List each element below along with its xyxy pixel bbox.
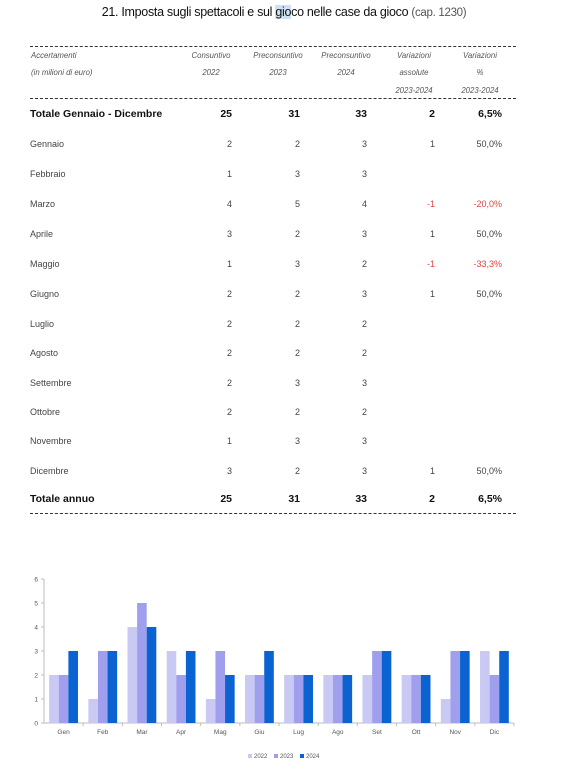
bar-2023 (294, 675, 304, 723)
x-tick-label: Gen (57, 729, 70, 736)
bar-2022 (245, 675, 255, 723)
row-label: Giugno (30, 289, 60, 299)
cell-pct: 50,0% (476, 229, 502, 239)
page-title (0, 5, 568, 19)
cell-2024: 3 (361, 139, 367, 149)
cell-2024: 3 (361, 466, 367, 476)
cell-2023: 2 (294, 139, 300, 149)
bar-2023 (98, 651, 108, 723)
row-label: Ottobre (30, 407, 61, 417)
cell-abs: 2 (429, 108, 435, 120)
cell-2022: 25 (220, 108, 232, 120)
y-tick-label: 3 (34, 648, 38, 656)
header-col-abs-l2: assolute (399, 68, 429, 77)
cell-2023: 2 (294, 319, 300, 329)
bar-2024 (225, 675, 235, 723)
cell-pct: 6,5% (478, 108, 502, 120)
title-rest: co nelle case da gioco (291, 5, 409, 19)
cell-2022: 2 (226, 378, 232, 388)
cell-abs: 1 (429, 466, 435, 476)
bar-2022 (363, 675, 373, 723)
row-label: Marzo (30, 199, 56, 209)
table-row (30, 199, 516, 215)
cell-pct: 50,0% (476, 466, 502, 476)
cell-2023: 3 (294, 436, 300, 446)
x-tick-label: Set (372, 729, 382, 736)
bar-2023 (255, 675, 265, 723)
monthly-bar-chart (30, 570, 530, 770)
legend-swatch-2022 (248, 754, 252, 758)
row-label: Totale annuo (30, 493, 95, 505)
x-tick-label: Mag (213, 729, 227, 736)
y-tick-label: 2 (34, 672, 38, 680)
header-col-2023-l1: Preconsuntivo (253, 51, 303, 60)
cell-abs: 1 (429, 229, 435, 239)
cell-2022: 2 (226, 348, 232, 358)
row-label: Gennaio (30, 139, 65, 149)
row-label: Febbraio (30, 169, 66, 179)
x-tick-label: Giu (254, 729, 265, 736)
legend-label: 2022 (254, 754, 268, 760)
bar-2024 (186, 651, 196, 723)
cell-2023: 2 (294, 407, 300, 417)
cell-2024: 2 (361, 407, 367, 417)
table-row (30, 348, 516, 364)
cell-abs: -1 (426, 199, 435, 209)
title-highlight: gio (275, 5, 292, 19)
x-tick-label: Mar (136, 729, 148, 736)
bar-2024 (108, 651, 118, 723)
table-row (30, 319, 516, 335)
bar-2023 (176, 675, 186, 723)
bar-2023 (490, 675, 500, 723)
bar-2024 (343, 675, 353, 723)
cell-2024: 2 (361, 319, 367, 329)
x-tick-label: Lug (293, 729, 305, 736)
cell-2024: 33 (355, 108, 367, 120)
row-label: Novembre (30, 436, 72, 446)
table-row (30, 169, 516, 185)
cell-2024: 2 (361, 348, 367, 358)
table-row (30, 493, 516, 509)
table-row (30, 378, 516, 394)
bar-2023 (59, 675, 69, 723)
cell-2022: 3 (226, 466, 232, 476)
header-col-2024-l1: Preconsuntivo (321, 51, 371, 60)
cell-2024: 33 (355, 493, 367, 505)
row-label: Agosto (30, 348, 59, 358)
header-col-abs-l1: Variazioni (397, 51, 431, 60)
cell-2024: 2 (361, 259, 367, 269)
x-tick-label: Nov (449, 729, 462, 736)
cell-2024: 3 (361, 436, 367, 446)
header-col-pct-l3: 2023-2024 (461, 86, 499, 95)
table-row (30, 466, 516, 482)
cell-2023: 2 (294, 466, 300, 476)
cell-pct: 50,0% (476, 139, 502, 149)
cell-2023: 2 (294, 348, 300, 358)
title-cap: (cap. 1230) (411, 7, 467, 19)
header-col-2022-l1: Consuntivo (191, 51, 231, 60)
x-tick-label: Feb (97, 729, 109, 736)
cell-2024: 4 (361, 199, 367, 209)
bar-2022 (206, 699, 216, 723)
cell-2024: 3 (361, 169, 367, 179)
y-tick-label: 4 (34, 624, 38, 632)
cell-2022: 2 (226, 139, 232, 149)
cell-2023: 3 (294, 169, 300, 179)
cell-abs: -1 (426, 259, 435, 269)
cell-2023: 31 (288, 493, 300, 505)
header-col-2023-l2: 2023 (269, 68, 287, 77)
cell-2022: 4 (226, 199, 232, 209)
cell-2022: 1 (226, 259, 232, 269)
cell-abs: 1 (429, 139, 435, 149)
bar-2023 (333, 675, 343, 723)
header-col-2024-l2: 2024 (337, 68, 355, 77)
bar-2022 (49, 675, 59, 723)
y-tick-label: 1 (34, 696, 38, 704)
x-tick-label: Dic (489, 729, 500, 736)
x-tick-label: Apr (176, 729, 187, 736)
table-row (30, 139, 516, 155)
header-col-2022-l2: 2022 (202, 68, 220, 77)
bar-2022 (128, 627, 138, 723)
cell-pct: 6,5% (478, 493, 502, 505)
table-top-rule (30, 46, 516, 47)
bar-2024 (147, 627, 157, 723)
cell-abs: 1 (429, 289, 435, 299)
header-col-pct-l1: Variazioni (463, 51, 497, 60)
table-row (30, 259, 516, 275)
cell-2022: 2 (226, 289, 232, 299)
cell-pct: -33,3% (473, 259, 502, 269)
cell-pct: 50,0% (476, 289, 502, 299)
header-sublabel: (in milioni di euro) (31, 68, 93, 77)
row-label: Settembre (30, 378, 72, 388)
cell-2023: 3 (294, 259, 300, 269)
cell-abs: 2 (429, 493, 435, 505)
cell-2024: 3 (361, 229, 367, 239)
bar-2023 (137, 603, 147, 723)
y-tick-label: 0 (34, 720, 38, 728)
y-tick-label: 5 (34, 600, 38, 608)
bar-2022 (323, 675, 333, 723)
bar-2022 (402, 675, 412, 723)
y-tick-label: 6 (34, 576, 38, 584)
table-row (30, 436, 516, 452)
bar-2024 (264, 651, 274, 723)
cell-2022: 2 (226, 407, 232, 417)
bar-2024 (460, 651, 470, 723)
table-header-rule (30, 98, 516, 99)
bar-2023 (411, 675, 421, 723)
cell-2023: 5 (294, 199, 300, 209)
bar-2022 (88, 699, 98, 723)
cell-2023: 3 (294, 378, 300, 388)
title-prefix: 21. Imposta sugli spettacoli e sul (101, 5, 276, 19)
cell-2022: 3 (226, 229, 232, 239)
header-label: Accertamenti (31, 51, 77, 60)
bar-2024 (303, 675, 313, 723)
legend-swatch-2024 (300, 754, 304, 758)
header-col-abs-l3: 2023-2024 (395, 86, 433, 95)
row-label: Aprile (30, 229, 54, 239)
row-label: Luglio (30, 319, 55, 329)
table-row (30, 108, 516, 124)
bar-2023 (372, 651, 382, 723)
bar-2024 (68, 651, 78, 723)
cell-2024: 3 (361, 289, 367, 299)
cell-pct: -20,0% (473, 199, 502, 209)
table-row (30, 407, 516, 423)
cell-2022: 2 (226, 319, 232, 329)
bar-2022 (480, 651, 490, 723)
bar-2024 (421, 675, 431, 723)
legend-label: 2024 (306, 754, 320, 760)
bar-2022 (284, 675, 294, 723)
legend-label: 2023 (280, 754, 294, 760)
row-label: Dicembre (30, 466, 69, 476)
cell-2023: 2 (294, 289, 300, 299)
row-label: Maggio (30, 259, 60, 269)
cell-2023: 31 (288, 108, 300, 120)
table-row (30, 289, 516, 305)
legend-swatch-2023 (274, 754, 278, 758)
cell-2022: 1 (226, 169, 232, 179)
cell-2023: 2 (294, 229, 300, 239)
table-bottom-rule (30, 513, 516, 514)
header-col-pct-l2: % (476, 68, 484, 77)
table-row (30, 229, 516, 245)
x-tick-label: Ott (411, 729, 421, 736)
cell-2022: 25 (220, 493, 232, 505)
bar-2022 (441, 699, 451, 723)
bar-2023 (450, 651, 460, 723)
cell-2022: 1 (226, 436, 232, 446)
bar-2024 (382, 651, 392, 723)
row-label: Totale Gennaio - Dicembre (30, 108, 163, 120)
x-tick-label: Ago (331, 729, 344, 736)
bar-2024 (499, 651, 509, 723)
bar-2023 (215, 651, 225, 723)
bar-2022 (167, 651, 177, 723)
cell-2024: 3 (361, 378, 367, 388)
